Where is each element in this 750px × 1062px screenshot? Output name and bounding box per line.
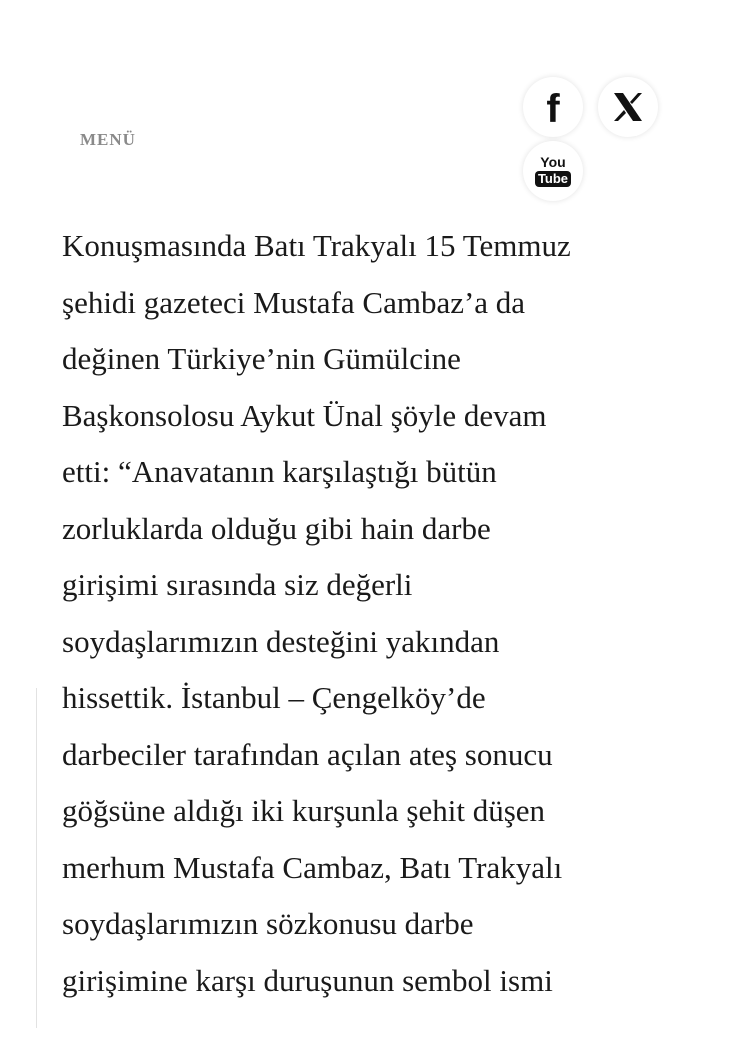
article-line: hissettik. İstanbul – Çengelköy’de [62,680,486,715]
article-line: darbeciler tarafından açılan ateş sonucu [62,736,553,772]
left-divider [36,688,37,1028]
article-line: göğsüne aldığı iki kurşunla şehit düşen [62,793,546,828]
article-line: değinen Türkiye’nin Gümülcine [62,341,461,376]
facebook-button[interactable] [523,77,583,137]
youtube-icon [535,155,571,187]
article-line: merhum Mustafa Cambaz, Batı Trakyalı [62,849,563,885]
article-line: soydaşlarımızın sözkonusu darbe [62,906,474,941]
article-line: Konuşmasında Batı Trakyalı 15 Temmuz [62,228,571,263]
facebook-icon: f [546,87,560,131]
youtube-button[interactable] [523,141,583,201]
article-line: zorluklarda olduğu gibi hain darbe [62,510,491,546]
youtube-tube-text: Tube [535,171,571,187]
article-line: girişimi sırasında siz değerli [62,567,413,602]
x-icon [611,90,645,124]
menu-button[interactable]: MENÜ [80,130,136,149]
article-line: etti: “Anavatanın karşılaştığı bütün [62,454,497,489]
site-header [0,0,750,210]
article-line: şehidi gazeteci Mustafa Cambaz’a da [62,284,526,320]
article-paragraph [62,218,702,1009]
article-line: soydaşlarımızın desteğini yakından [62,623,500,659]
article-line: girişimine karşı duruşunun sembol ismi [62,962,553,998]
article-line: Başkonsolosu Aykut Ünal şöyle devam [62,397,547,433]
youtube-you-text: You [540,154,566,170]
x-twitter-button[interactable] [598,77,658,137]
